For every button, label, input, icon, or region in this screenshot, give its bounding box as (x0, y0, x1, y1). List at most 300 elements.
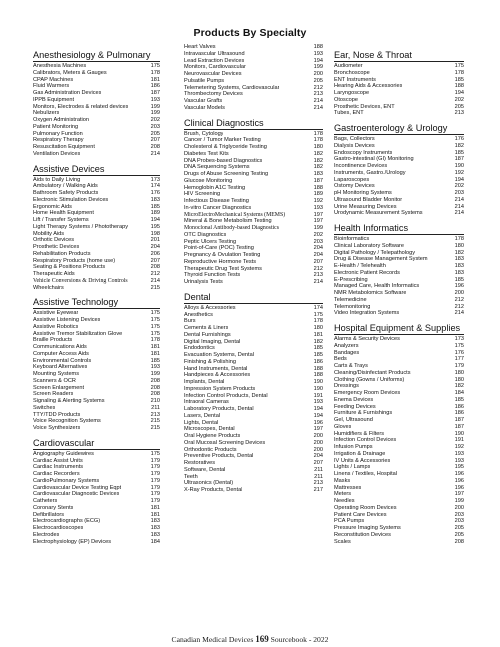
product-page-number: 214 (313, 279, 323, 285)
product-page-number: 213 (454, 110, 464, 117)
product-name: Endodontics (184, 345, 215, 352)
product-name: Masks (334, 477, 351, 484)
product-page-number: 212 (454, 296, 464, 303)
product-entry (334, 350, 464, 357)
product-page-number: 189 (150, 210, 160, 217)
page-number: 169 (255, 634, 269, 644)
product-entry (334, 104, 464, 111)
product-entry (334, 90, 464, 97)
product-name: Vascular Models (184, 104, 225, 111)
product-page-number: 179 (454, 363, 464, 369)
product-entry (33, 512, 160, 519)
product-page-number: 175 (150, 450, 160, 457)
product-page-number: 186 (313, 358, 323, 365)
product-entry (334, 512, 464, 519)
product-page-number: 193 (313, 399, 323, 406)
product-entry (334, 464, 464, 471)
specialty-section (334, 49, 464, 117)
product-name: Scales (334, 538, 351, 545)
product-name: Mobility Aids (33, 230, 65, 237)
product-page-number: 214 (454, 196, 464, 203)
product-entry (184, 447, 323, 454)
product-page-number: 193 (313, 204, 323, 211)
product-name: Cardiac Assist Units (33, 457, 83, 464)
product-page-number: 190 (454, 430, 464, 437)
product-page-number: 204 (313, 453, 323, 460)
product-page-number: 185 (313, 352, 323, 358)
product-entry (184, 474, 323, 481)
product-name: Light Therapy Systems / Phototherapy (33, 223, 129, 230)
product-name: Urodynamic Measurement Systems (334, 210, 423, 217)
product-name: Ostomy Devices (334, 183, 375, 190)
product-page-number: 185 (150, 357, 160, 364)
product-name: Anesthetics (184, 311, 213, 318)
product-entry (334, 397, 464, 404)
product-entry (33, 70, 160, 77)
product-name: Teeth (184, 473, 198, 480)
section-heading: Assistive Devices (33, 163, 160, 176)
product-page-number: 182 (313, 157, 323, 164)
product-entry (33, 378, 160, 385)
product-name: Therapeutic Aids (33, 271, 75, 277)
product-page-number: 212 (313, 265, 323, 272)
product-name: Gastro-intestinal (GI) Monitoring (334, 156, 414, 163)
product-entry (334, 444, 464, 451)
product-name: Fluid Warmers (33, 83, 70, 90)
section-heading: Anesthesiology & Pulmonary (33, 49, 160, 62)
product-name: Alloys & Accessories (184, 304, 236, 311)
product-page-number: 214 (313, 104, 323, 111)
product-name: Cardiac Instruments (33, 464, 84, 471)
product-page-number: 182 (454, 383, 464, 390)
product-name: Rehabilitation Products (33, 250, 91, 257)
product-name: Seating & Positions Products (33, 264, 106, 271)
product-name: Electrophysiology (EP) Devices (33, 538, 112, 545)
product-entry (184, 266, 323, 273)
product-entry (334, 270, 464, 277)
product-entry (33, 151, 160, 158)
product-entry (33, 539, 160, 546)
product-name: Mineral & Bone Metabolism Testing (184, 218, 272, 225)
product-entry (184, 185, 323, 192)
product-page-number: 175 (313, 311, 323, 318)
product-entry (334, 197, 464, 204)
product-page-number: 212 (313, 84, 323, 91)
product-name: Computer Access Aids (33, 350, 89, 357)
product-name: Aids to Daily Living (33, 176, 81, 183)
product-entry (33, 498, 160, 505)
product-name: Tubes, ENT (334, 110, 364, 117)
product-page-number: 199 (313, 64, 323, 71)
product-entry (33, 190, 160, 197)
product-page-number: 212 (454, 303, 464, 310)
product-name: Cardiac Recorders (33, 471, 80, 477)
product-page-number: 173 (150, 176, 160, 183)
product-entry (184, 332, 323, 339)
product-entry (33, 285, 160, 292)
product-page-number: 212 (150, 271, 160, 277)
product-entry (334, 236, 464, 243)
product-entry (334, 277, 464, 284)
product-entry (33, 451, 160, 458)
product-page-number: 188 (313, 184, 323, 191)
product-name: Scanners & OCR (33, 377, 76, 384)
product-page-number: 178 (150, 69, 160, 76)
product-entry (33, 518, 160, 525)
product-entry (334, 77, 464, 84)
product-page-number: 197 (313, 426, 323, 433)
product-name: Analyzers (334, 342, 359, 349)
product-page-number: 181 (313, 331, 323, 338)
product-page-number: 213 (313, 272, 323, 279)
product-entry (334, 417, 464, 424)
product-entry (334, 451, 464, 458)
product-page-number: 205 (150, 130, 160, 137)
product-page-number: 207 (313, 460, 323, 466)
product-name: DNA Sequencing Systems (184, 164, 250, 171)
product-name: Clothing (Gowns / Uniforms) (334, 376, 405, 383)
product-page-number: 185 (150, 203, 160, 210)
product-page-number: 195 (454, 464, 464, 471)
product-entry (33, 425, 160, 432)
product-page-number: 211 (314, 473, 323, 480)
product-entry (184, 345, 323, 352)
product-name: Reconstitution Devices (334, 531, 391, 538)
product-entry (334, 204, 464, 211)
product-entry (33, 412, 160, 419)
product-name: Dialysis Devices (334, 142, 375, 149)
product-name: Irrigation & Drainage (334, 450, 386, 457)
product-page-number: 185 (454, 276, 464, 283)
product-name: Patient Care Devices (334, 511, 387, 518)
product-page-number: 208 (150, 264, 160, 271)
product-entry (334, 410, 464, 417)
product-name: Dressings (334, 383, 359, 390)
product-page-number: 213 (313, 480, 323, 487)
product-entry (33, 317, 160, 324)
product-page-number: 203 (313, 238, 323, 245)
product-page-number: 183 (454, 269, 464, 276)
product-name: Finishing & Polishing (184, 358, 236, 365)
product-page-number: 186 (454, 403, 464, 410)
product-name: Home Health Equipment (33, 210, 94, 217)
product-name: Voice Recognition Systems (33, 418, 101, 425)
product-name: Evacuation Systems, Dental (184, 352, 254, 358)
product-page-number: 175 (150, 330, 160, 337)
product-page-number: 184 (150, 538, 160, 545)
product-name: Drugs of Abuse Screening Testing (184, 171, 269, 177)
product-entry (33, 237, 160, 244)
product-entry (334, 525, 464, 532)
product-entry (334, 539, 464, 546)
product-page-number: 205 (454, 103, 464, 110)
product-page-number: 211 (314, 466, 323, 473)
product-entry (184, 44, 323, 51)
product-name: Calibrators, Meters & Gauges (33, 69, 107, 76)
product-name: Cardiovascular Device Testing Eqpt (33, 484, 122, 491)
product-entry (334, 177, 464, 184)
product-page-number: 181 (150, 511, 160, 518)
product-name: Infectious Disease Testing (184, 198, 249, 204)
product-name: DNA Probes-based Diagnostics (184, 157, 263, 164)
product-page-number: 210 (150, 398, 160, 404)
product-entry (184, 164, 323, 171)
product-page-number: 208 (150, 391, 160, 398)
product-name: Pregnancy & Ovulation Testing (184, 252, 261, 258)
product-name: Oral Mucosal Screening Devices (184, 439, 266, 446)
product-page-number: 200 (454, 290, 464, 296)
product-entry (33, 385, 160, 392)
product-name: Instruments, Gastro./Urology (334, 169, 406, 176)
product-name: IV Units & Accessories (334, 457, 391, 464)
column-2 (184, 44, 323, 494)
product-name: Lasers, Dental (184, 412, 221, 419)
product-page-number: 178 (454, 69, 464, 76)
product-page-number: 190 (454, 163, 464, 169)
product-entry (184, 453, 323, 460)
product-name: Pulmonary Function (33, 130, 83, 137)
product-entry (33, 110, 160, 117)
product-entry (334, 63, 464, 70)
product-name: Implants, Dental (184, 379, 225, 385)
product-page-number: 178 (313, 318, 323, 325)
product-page-number: 200 (313, 433, 323, 439)
product-page-number: 208 (150, 144, 160, 150)
product-name: Glucose Monitoring (184, 177, 233, 184)
product-entry (184, 352, 323, 359)
footer-edition: Sourcebook - 2022 (268, 635, 329, 644)
product-page-number: 174 (150, 183, 160, 190)
product-page-number: 188 (313, 372, 323, 379)
product-entry (33, 344, 160, 351)
product-page-number: 175 (150, 317, 160, 323)
product-entry (33, 210, 160, 217)
product-entry (33, 478, 160, 485)
section-heading: Assistive Technology (33, 296, 160, 309)
product-page-number: 199 (313, 225, 323, 231)
product-page-number: 175 (454, 63, 464, 69)
product-page-number: 194 (313, 406, 323, 412)
product-page-number: 179 (150, 471, 160, 477)
product-page-number: 196 (454, 484, 464, 491)
product-page-number: 181 (150, 344, 160, 350)
product-entry (334, 478, 464, 485)
product-page-number: 217 (313, 487, 323, 493)
product-page-number: 178 (313, 137, 323, 144)
product-entry (184, 433, 323, 440)
product-entry (334, 263, 464, 270)
product-entry (334, 336, 464, 343)
product-page-number: 176 (454, 136, 464, 142)
product-entry (334, 170, 464, 177)
product-entry (33, 324, 160, 331)
product-page-number: 187 (150, 90, 160, 96)
section-heading: Hospital Equipment & Supplies (334, 322, 464, 335)
product-entry (33, 97, 160, 104)
product-page-number: 214 (313, 98, 323, 104)
product-page-number: 183 (454, 263, 464, 269)
product-name: Electronic Stimulation Devices (33, 196, 109, 203)
product-entry (184, 218, 323, 225)
product-page-number: 207 (313, 258, 323, 265)
product-name: Neurovascular Devices (184, 71, 242, 77)
product-entry (184, 259, 323, 266)
product-page-number: 197 (313, 211, 323, 218)
product-name: Audiometer (334, 63, 363, 69)
product-entry (334, 297, 464, 304)
specialty-section (33, 49, 160, 158)
product-name: Cements & Liners (184, 325, 229, 331)
product-page-number: 202 (454, 96, 464, 103)
product-page-number: 193 (313, 50, 323, 57)
product-page-number: 187 (313, 177, 323, 184)
product-entry (334, 83, 464, 90)
product-name: pH Monitoring Systems (334, 190, 392, 196)
product-name: Lights, Dental (184, 419, 219, 426)
product-page-number: 182 (313, 338, 323, 345)
product-entry (33, 183, 160, 190)
product-page-number: 185 (454, 396, 464, 403)
product-name: Intravascular Ultrasound (184, 50, 245, 57)
page-footer (0, 634, 500, 644)
product-name: Telemetering Systems, Cardiovascular (184, 84, 280, 91)
product-page-number: 194 (454, 90, 464, 96)
product-entry (33, 251, 160, 258)
product-name: Microscopes, Dental (184, 426, 235, 433)
product-name: Brush, Cytology (184, 130, 224, 137)
section-heading: Clinical Diagnostics (184, 117, 323, 130)
product-entry (184, 64, 323, 71)
product-name: Cleaning/Disinfectant Products (334, 369, 411, 376)
product-entry (184, 318, 323, 325)
product-entry (184, 372, 323, 379)
product-entry (334, 290, 464, 297)
product-name: HIV Screening (184, 191, 221, 198)
product-entry (33, 231, 160, 238)
product-entry (33, 491, 160, 498)
section-heading: Dental (184, 291, 323, 304)
product-entry (33, 90, 160, 97)
specialty-section (184, 291, 323, 494)
product-entry (334, 404, 464, 411)
product-name: Software, Dental (184, 466, 226, 473)
product-name: Prosthetic Devices (33, 244, 80, 250)
product-name: Digital Pathology / Telepathology (334, 249, 416, 256)
product-name: Respiratory Products (home use) (33, 257, 116, 264)
product-entry (33, 458, 160, 465)
product-page-number: 198 (150, 230, 160, 237)
product-page-number: 175 (150, 310, 160, 317)
product-page-number: 176 (454, 349, 464, 356)
product-name: Ambulatory / Walking Aids (33, 183, 98, 190)
product-name: Bathroom Safety Products (33, 190, 99, 196)
product-page-number: 205 (454, 531, 464, 538)
product-page-number: 204 (313, 245, 323, 252)
product-page-number: 214 (454, 203, 464, 210)
product-name: Hemoglobin A1C Testing (184, 184, 246, 191)
product-name: Screen Readers (33, 391, 74, 398)
product-page-number: 183 (454, 256, 464, 263)
product-page-number: 206 (150, 250, 160, 257)
product-name: Infection Control Devices (334, 437, 397, 444)
product-name: Catheters (33, 498, 58, 504)
product-name: Communications Aids (33, 344, 87, 350)
section-heading: Gastroenterology & Urology (334, 122, 464, 135)
specialty-section (33, 163, 160, 292)
product-page-number: 174 (313, 304, 323, 311)
product-entry (184, 171, 323, 178)
product-page-number: 202 (150, 117, 160, 123)
product-page-number: 178 (313, 130, 323, 137)
product-name: OTC Diagnostics (184, 231, 227, 238)
product-page-number: 197 (454, 491, 464, 498)
product-page-number: 202 (454, 183, 464, 190)
product-entry (334, 532, 464, 539)
product-entry (184, 480, 323, 487)
product-name: Clinical Laboratory Software (334, 242, 404, 249)
product-name: Electrocardioscopes (33, 525, 84, 531)
product-page-number: 207 (150, 257, 160, 264)
product-entry (184, 158, 323, 165)
product-page-number: 181 (150, 504, 160, 511)
section-heading: Health Informatics (334, 222, 464, 235)
product-page-number: 186 (150, 83, 160, 90)
product-entry (184, 366, 323, 373)
product-entry (334, 491, 464, 498)
product-page-number: 207 (150, 137, 160, 144)
product-name: Dental Furnishings (184, 331, 231, 338)
product-entry (33, 398, 160, 405)
product-page-number: 214 (150, 150, 160, 157)
product-name: Electronic Patient Records (334, 269, 400, 276)
product-page-number: 199 (150, 110, 160, 117)
product-entry (184, 413, 323, 420)
product-name: Point-of-Care (POC) Testing (184, 245, 254, 252)
product-name: IPPB Equipment (33, 96, 75, 103)
product-name: Meters (334, 491, 352, 498)
product-name: Assistive Tremor Stabilization Glove (33, 330, 123, 337)
product-entry (184, 305, 323, 312)
product-page-number: 180 (313, 144, 323, 150)
product-entry (184, 487, 323, 494)
product-entry (334, 97, 464, 104)
product-entry (33, 137, 160, 144)
product-entry (184, 272, 323, 279)
product-page-number: 215 (150, 425, 160, 431)
product-name: ENT Instruments (334, 76, 376, 83)
product-entry (334, 143, 464, 150)
product-entry (184, 212, 323, 219)
product-name: Oral Hygiene Products (184, 433, 241, 439)
product-name: CardioPulmonary Systems (33, 477, 100, 484)
product-page-number: 204 (313, 252, 323, 258)
product-page-number: 215 (150, 284, 160, 291)
product-page-number: 178 (454, 236, 464, 242)
product-name: Infection Control Products, Dental (184, 392, 268, 399)
product-entry (33, 405, 160, 412)
product-entry (184, 325, 323, 332)
product-page-number: 200 (313, 439, 323, 446)
product-name: Lift / Transfer Systems (33, 217, 89, 223)
specialty-section (33, 437, 160, 546)
product-name: Emergency Room Devices (334, 390, 401, 396)
product-name: Monoclonal Antibody-based Diagnostics (184, 225, 279, 231)
product-name: Laboratory Products, Dental (184, 406, 254, 412)
product-page-number: 196 (313, 419, 323, 426)
product-page-number: 179 (150, 457, 160, 464)
product-name: Monitors, Electrodes & related devices (33, 103, 129, 110)
product-page-number: 200 (313, 446, 323, 453)
